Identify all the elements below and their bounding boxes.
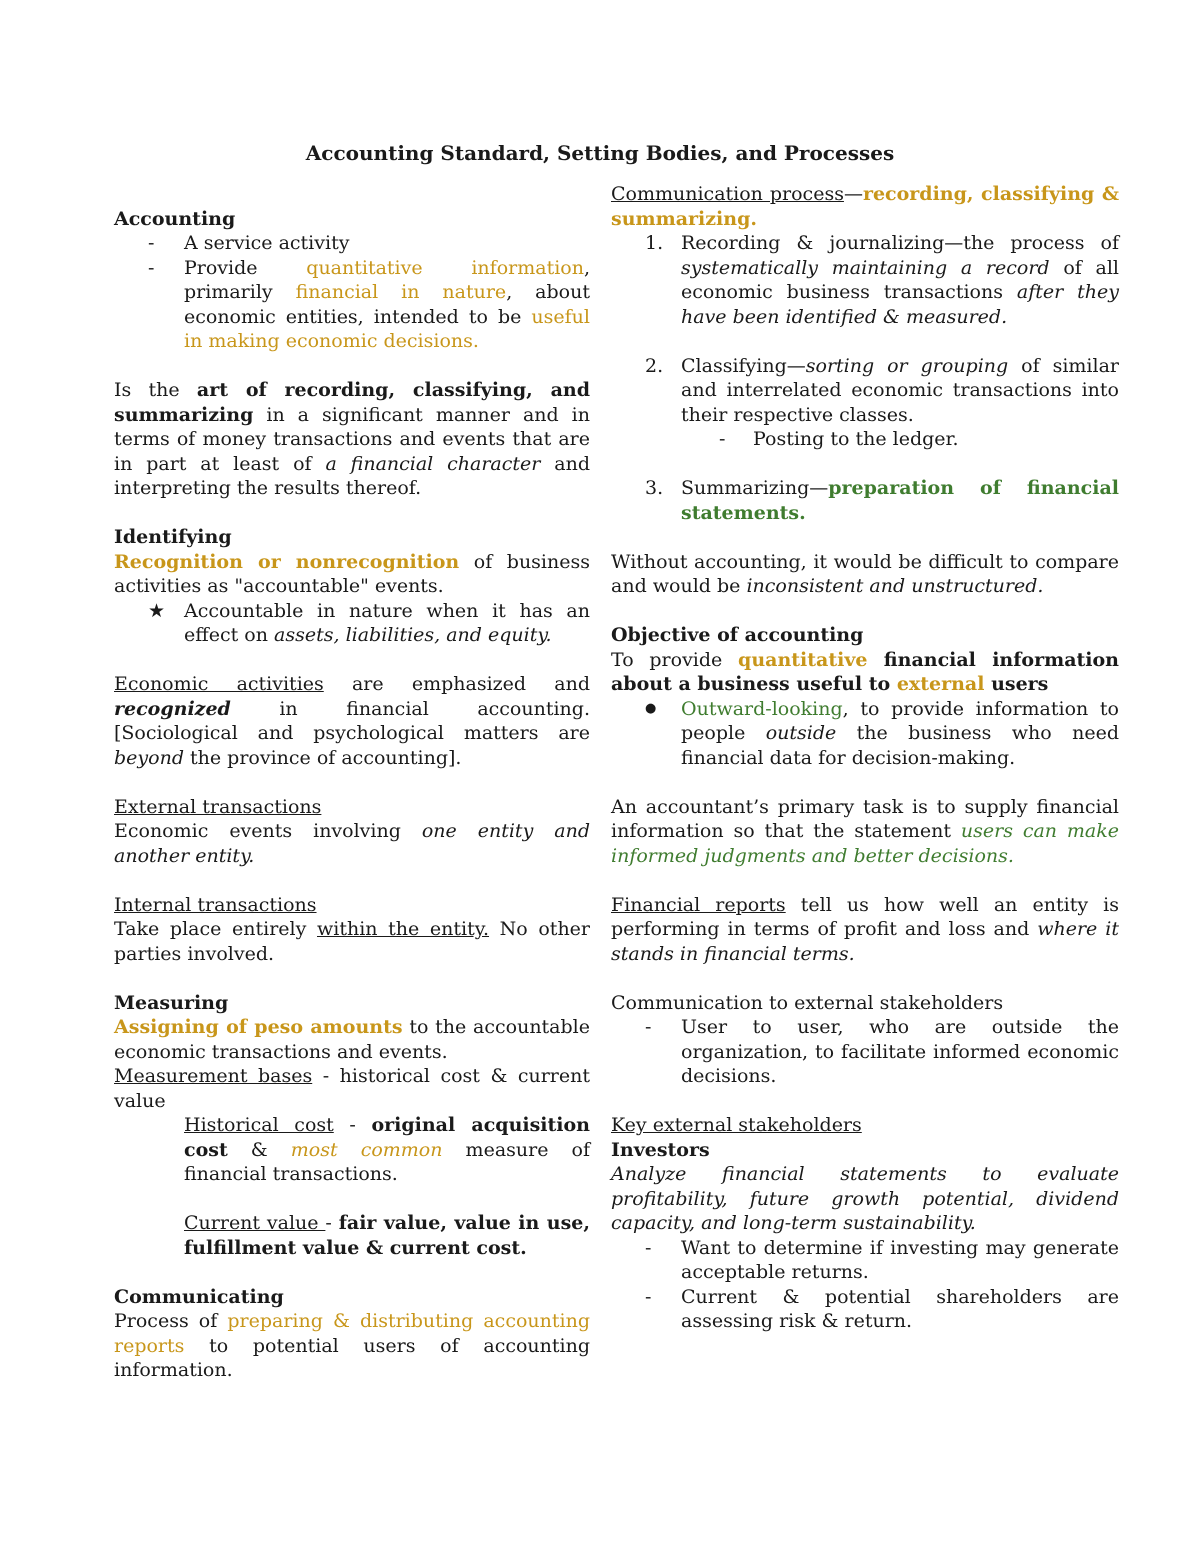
list-item: - Provide quantitative information, primarily financial in nature, about economic entities, intended to be useful in making economic decisions. (148, 256, 591, 352)
investors-text: Analyze financial statements to evaluate profitability, future growth potential, dividend capacity, and long-term sustainability. (611, 1163, 1119, 1234)
key-stakeholders-heading: Key external stakeholders (611, 1114, 862, 1136)
bullet-icon: ● (645, 700, 657, 716)
process-steps-cont (611, 476, 1119, 525)
objective-list (611, 697, 1119, 771)
dash-marker: - (645, 1285, 652, 1308)
left-column (114, 182, 590, 1383)
list-item: - User to user, who are outside the organization, to facilitate informed economic decisions. (645, 1016, 1119, 1087)
right-column (611, 182, 1119, 1334)
list-item: - A service activity (148, 232, 350, 254)
accountant-task-text: An accountant’s primary task is to supply financial information so that the statement users can make informed judgments and better decisions. (611, 795, 1120, 867)
list-item: ● Outward-looking, to provide information to people outside the business who need financial data for decision-making. (645, 697, 1120, 769)
identifying-heading: Identifying (114, 526, 232, 548)
dash-marker: - (645, 1236, 652, 1259)
without-accounting-text: Without accounting, it would be difficult to compare and would be inconsistent and unstructured. (611, 550, 1119, 597)
accounting-definition: Is the art of recording, classifying, and summarizing in a significant manner and in terms of money transactions and events that are in part at least of a financial character and interpreting the results thereof. (114, 379, 590, 499)
accounting-list (114, 231, 590, 354)
investors-heading: Investors (611, 1138, 710, 1161)
external-communication-heading: Communication to external stakeholders (611, 991, 1004, 1014)
investors-list (611, 1236, 1119, 1334)
external-transactions-heading: External transactions (114, 795, 322, 818)
historical-cost: Historical cost - original acquisition cost & most common measure of financial transactions. (184, 1114, 590, 1185)
communicating-text: Process of preparing & distributing accounting reports to potential users of accounting information. (114, 1310, 590, 1381)
external-transactions-text: Economic events involving one entity and another entity. (114, 820, 590, 867)
dash-marker: - (148, 232, 155, 254)
identifying-list (114, 599, 590, 648)
spacer (611, 329, 1119, 354)
list-item: ★ Accountable in nature when it has an effect on assets, liabilities, and equity. (148, 599, 590, 646)
economic-activities-text: Economic activities are emphasized and recognized in financial accounting. [Sociological and psychological matters are beyond the province of accounting]. (114, 673, 590, 769)
process-steps (611, 231, 1119, 427)
internal-transactions-heading: Internal transactions (114, 893, 317, 916)
objective-text: To provide quantitative financial information about a business useful to external users (611, 648, 1119, 695)
dash-marker: - (645, 1016, 652, 1038)
measuring-heading: Measuring (114, 991, 229, 1014)
list-item: 3. Summarizing—preparation of financial statements. (645, 477, 1119, 524)
communication-process: Communication process—recording, classifying & summarizing. (611, 183, 1119, 230)
star-icon: ★ (148, 599, 166, 622)
internal-transactions-text: Take place entirely within the entity. No other parties involved. (114, 918, 591, 965)
objective-heading: Objective of accounting (611, 624, 864, 646)
list-item: 2. Classifying—sorting or grouping of similar and interrelated economic transactions into their respective classes. (645, 354, 1119, 426)
classifying-sublist (611, 427, 1119, 452)
identifying-text: Recognition or nonrecognition of business activities as "accountable" events. (114, 550, 590, 597)
external-communication-list (611, 1015, 1119, 1089)
current-value: Current value - fair value, value in use, fulfillment value & current cost. (184, 1212, 590, 1259)
measurement-bases: Measurement bases - historical cost & current value (114, 1065, 591, 1112)
dash-marker: - (719, 428, 726, 450)
measuring-text: Assigning of peso amounts to the accountable economic transactions and events. (114, 1016, 590, 1063)
list-item: - Current & potential shareholders are assessing risk & return. (645, 1285, 1119, 1332)
page-title: Accounting Standard, Setting Bodies, and Processes (305, 141, 895, 165)
financial-reports-text: Financial reports tell us how well an entity is performing in terms of profit and loss and where it stands in financial terms. (611, 893, 1119, 965)
dash-marker: - (148, 256, 155, 279)
communicating-heading: Communicating (114, 1285, 284, 1308)
list-item: - Posting to the ledger. (719, 428, 959, 450)
list-item: - Want to determine if investing may generate acceptable returns. (645, 1236, 1119, 1283)
list-item: 1. Recording & journalizing—the process of systematically maintaining a record of all economic business transactions after they have been identified & measured. (645, 232, 1119, 328)
accounting-heading: Accounting (114, 207, 236, 230)
